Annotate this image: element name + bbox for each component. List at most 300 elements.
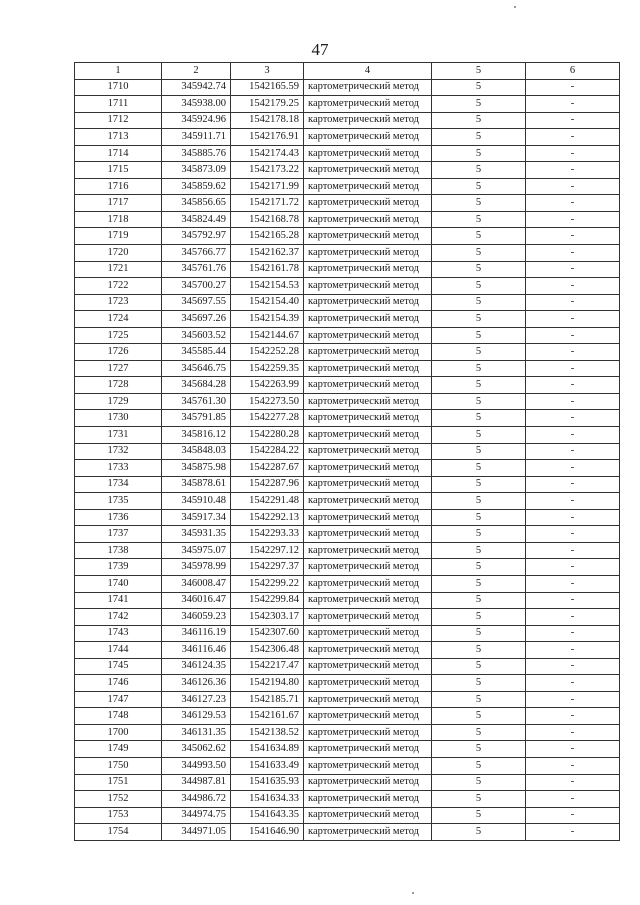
note-cell: - (526, 642, 620, 659)
point-number-cell: 1700 (75, 724, 162, 741)
scan-speck (514, 6, 516, 8)
table-row (75, 393, 620, 410)
x-coordinate-cell: 346116.19 (162, 625, 231, 642)
note-cell: - (526, 211, 620, 228)
method-cell: картометрический метод (304, 592, 432, 609)
x-coordinate-cell: 345938.00 (162, 96, 231, 113)
method-cell: картометрический метод (304, 195, 432, 212)
note-cell: - (526, 294, 620, 311)
x-coordinate-cell: 345761.30 (162, 393, 231, 410)
point-number-cell: 1723 (75, 294, 162, 311)
x-coordinate-cell: 344974.75 (162, 807, 231, 824)
table-row (75, 559, 620, 576)
method-cell: картометрический метод (304, 807, 432, 824)
x-coordinate-cell: 344986.72 (162, 791, 231, 808)
x-coordinate-cell: 345761.76 (162, 261, 231, 278)
accuracy-cell: 5 (432, 708, 526, 725)
y-coordinate-cell: 1542297.37 (231, 559, 304, 576)
table-row (75, 757, 620, 774)
method-cell: картометрический метод (304, 542, 432, 559)
note-cell: - (526, 410, 620, 427)
method-cell: картометрический метод (304, 575, 432, 592)
table-row (75, 278, 620, 295)
note-cell: - (526, 245, 620, 262)
table-row (75, 542, 620, 559)
note-cell: - (526, 476, 620, 493)
point-number-cell: 1742 (75, 609, 162, 626)
table-row (75, 708, 620, 725)
x-coordinate-cell: 345885.76 (162, 145, 231, 162)
table-row (75, 493, 620, 510)
table-row (75, 724, 620, 741)
accuracy-cell: 5 (432, 807, 526, 824)
method-cell: картометрический метод (304, 559, 432, 576)
x-coordinate-cell: 346124.35 (162, 658, 231, 675)
method-cell: картометрический метод (304, 724, 432, 741)
y-coordinate-cell: 1542287.67 (231, 460, 304, 477)
method-cell: картометрический метод (304, 625, 432, 642)
x-coordinate-cell: 345816.12 (162, 427, 231, 444)
column-header: 2 (162, 63, 231, 80)
point-number-cell: 1727 (75, 360, 162, 377)
accuracy-cell: 5 (432, 112, 526, 129)
method-cell: картометрический метод (304, 327, 432, 344)
point-number-cell: 1736 (75, 509, 162, 526)
method-cell: картометрический метод (304, 211, 432, 228)
note-cell: - (526, 526, 620, 543)
x-coordinate-cell: 344993.50 (162, 757, 231, 774)
method-cell: картометрический метод (304, 708, 432, 725)
y-coordinate-cell: 1542162.37 (231, 245, 304, 262)
note-cell: - (526, 493, 620, 510)
point-number-cell: 1718 (75, 211, 162, 228)
table-row (75, 658, 620, 675)
note-cell: - (526, 757, 620, 774)
method-cell: картометрический метод (304, 774, 432, 791)
y-coordinate-cell: 1542154.40 (231, 294, 304, 311)
y-coordinate-cell: 1542174.43 (231, 145, 304, 162)
note-cell: - (526, 360, 620, 377)
point-number-cell: 1737 (75, 526, 162, 543)
y-coordinate-cell: 1542176.91 (231, 129, 304, 146)
point-number-cell: 1720 (75, 245, 162, 262)
point-number-cell: 1753 (75, 807, 162, 824)
note-cell: - (526, 509, 620, 526)
accuracy-cell: 5 (432, 691, 526, 708)
note-cell: - (526, 195, 620, 212)
accuracy-cell: 5 (432, 195, 526, 212)
y-coordinate-cell: 1542287.96 (231, 476, 304, 493)
accuracy-cell: 5 (432, 344, 526, 361)
note-cell: - (526, 145, 620, 162)
method-cell: картометрический метод (304, 360, 432, 377)
method-cell: картометрический метод (304, 145, 432, 162)
method-cell: картометрический метод (304, 427, 432, 444)
note-cell: - (526, 311, 620, 328)
y-coordinate-cell: 1542291.48 (231, 493, 304, 510)
point-number-cell: 1754 (75, 824, 162, 841)
method-cell: картометрический метод (304, 79, 432, 96)
method-cell: картометрический метод (304, 228, 432, 245)
table-row (75, 592, 620, 609)
x-coordinate-cell: 346129.53 (162, 708, 231, 725)
y-coordinate-cell: 1541643.35 (231, 807, 304, 824)
accuracy-cell: 5 (432, 774, 526, 791)
table-row (75, 476, 620, 493)
table-row (75, 129, 620, 146)
method-cell: картометрический метод (304, 526, 432, 543)
method-cell: картометрический метод (304, 509, 432, 526)
method-cell: картометрический метод (304, 691, 432, 708)
y-coordinate-cell: 1542259.35 (231, 360, 304, 377)
table-row (75, 360, 620, 377)
accuracy-cell: 5 (432, 393, 526, 410)
note-cell: - (526, 377, 620, 394)
x-coordinate-cell: 346116.46 (162, 642, 231, 659)
coordinates-table (74, 62, 620, 841)
note-cell: - (526, 807, 620, 824)
y-coordinate-cell: 1542165.59 (231, 79, 304, 96)
method-cell: картометрический метод (304, 393, 432, 410)
x-coordinate-cell: 345873.09 (162, 162, 231, 179)
x-coordinate-cell: 344987.81 (162, 774, 231, 791)
x-coordinate-cell: 345792.97 (162, 228, 231, 245)
note-cell: - (526, 162, 620, 179)
y-coordinate-cell: 1542168.78 (231, 211, 304, 228)
point-number-cell: 1732 (75, 443, 162, 460)
note-cell: - (526, 691, 620, 708)
x-coordinate-cell: 345766.77 (162, 245, 231, 262)
point-number-cell: 1731 (75, 427, 162, 444)
table-row (75, 79, 620, 96)
accuracy-cell: 5 (432, 228, 526, 245)
accuracy-cell: 5 (432, 757, 526, 774)
accuracy-cell: 5 (432, 79, 526, 96)
table-row (75, 294, 620, 311)
point-number-cell: 1724 (75, 311, 162, 328)
accuracy-cell: 5 (432, 791, 526, 808)
table-row (75, 377, 620, 394)
accuracy-cell: 5 (432, 493, 526, 510)
y-coordinate-cell: 1542217.47 (231, 658, 304, 675)
method-cell: картометрический метод (304, 824, 432, 841)
table-row (75, 609, 620, 626)
method-cell: картометрический метод (304, 460, 432, 477)
accuracy-cell: 5 (432, 658, 526, 675)
y-coordinate-cell: 1542263.99 (231, 377, 304, 394)
table-row (75, 145, 620, 162)
accuracy-cell: 5 (432, 145, 526, 162)
method-cell: картометрический метод (304, 178, 432, 195)
method-cell: картометрический метод (304, 278, 432, 295)
method-cell: картометрический метод (304, 493, 432, 510)
accuracy-cell: 5 (432, 245, 526, 262)
point-number-cell: 1734 (75, 476, 162, 493)
column-header: 5 (432, 63, 526, 80)
table-row (75, 509, 620, 526)
x-coordinate-cell: 345824.49 (162, 211, 231, 228)
accuracy-cell: 5 (432, 96, 526, 113)
note-cell: - (526, 592, 620, 609)
method-cell: картометрический метод (304, 410, 432, 427)
x-coordinate-cell: 345859.62 (162, 178, 231, 195)
x-coordinate-cell: 345062.62 (162, 741, 231, 758)
x-coordinate-cell: 346059.23 (162, 609, 231, 626)
note-cell: - (526, 708, 620, 725)
point-number-cell: 1746 (75, 675, 162, 692)
x-coordinate-cell: 345684.28 (162, 377, 231, 394)
accuracy-cell: 5 (432, 542, 526, 559)
y-coordinate-cell: 1541634.33 (231, 791, 304, 808)
x-coordinate-cell: 345942.74 (162, 79, 231, 96)
point-number-cell: 1710 (75, 79, 162, 96)
accuracy-cell: 5 (432, 609, 526, 626)
y-coordinate-cell: 1542144.67 (231, 327, 304, 344)
point-number-cell: 1738 (75, 542, 162, 559)
point-number-cell: 1722 (75, 278, 162, 295)
accuracy-cell: 5 (432, 559, 526, 576)
y-coordinate-cell: 1542173.22 (231, 162, 304, 179)
accuracy-cell: 5 (432, 741, 526, 758)
y-coordinate-cell: 1542178.18 (231, 112, 304, 129)
table-row (75, 162, 620, 179)
method-cell: картометрический метод (304, 642, 432, 659)
accuracy-cell: 5 (432, 642, 526, 659)
y-coordinate-cell: 1542171.99 (231, 178, 304, 195)
method-cell: картометрический метод (304, 261, 432, 278)
accuracy-cell: 5 (432, 824, 526, 841)
x-coordinate-cell: 345603.52 (162, 327, 231, 344)
table-row (75, 112, 620, 129)
point-number-cell: 1752 (75, 791, 162, 808)
accuracy-cell: 5 (432, 162, 526, 179)
point-number-cell: 1728 (75, 377, 162, 394)
x-coordinate-cell: 345924.96 (162, 112, 231, 129)
x-coordinate-cell: 345856.65 (162, 195, 231, 212)
accuracy-cell: 5 (432, 178, 526, 195)
y-coordinate-cell: 1542161.78 (231, 261, 304, 278)
point-number-cell: 1741 (75, 592, 162, 609)
y-coordinate-cell: 1541635.93 (231, 774, 304, 791)
table-row (75, 575, 620, 592)
y-coordinate-cell: 1542179.25 (231, 96, 304, 113)
x-coordinate-cell: 345911.71 (162, 129, 231, 146)
note-cell: - (526, 625, 620, 642)
table-row (75, 675, 620, 692)
x-coordinate-cell: 345697.55 (162, 294, 231, 311)
table-row (75, 625, 620, 642)
x-coordinate-cell: 346016.47 (162, 592, 231, 609)
note-cell: - (526, 228, 620, 245)
accuracy-cell: 5 (432, 129, 526, 146)
method-cell: картометрический метод (304, 443, 432, 460)
table-row (75, 691, 620, 708)
point-number-cell: 1745 (75, 658, 162, 675)
point-number-cell: 1751 (75, 774, 162, 791)
accuracy-cell: 5 (432, 278, 526, 295)
y-coordinate-cell: 1542303.17 (231, 609, 304, 626)
method-cell: картометрический метод (304, 294, 432, 311)
point-number-cell: 1713 (75, 129, 162, 146)
note-cell: - (526, 278, 620, 295)
y-coordinate-cell: 1541634.89 (231, 741, 304, 758)
x-coordinate-cell: 345697.26 (162, 311, 231, 328)
y-coordinate-cell: 1542273.50 (231, 393, 304, 410)
y-coordinate-cell: 1542299.84 (231, 592, 304, 609)
x-coordinate-cell: 346127.23 (162, 691, 231, 708)
method-cell: картометрический метод (304, 476, 432, 493)
table-row (75, 791, 620, 808)
note-cell: - (526, 327, 620, 344)
table-row (75, 807, 620, 824)
note-cell: - (526, 344, 620, 361)
y-coordinate-cell: 1542284.22 (231, 443, 304, 460)
note-cell: - (526, 96, 620, 113)
note-cell: - (526, 542, 620, 559)
table-row (75, 195, 620, 212)
note-cell: - (526, 724, 620, 741)
table-header-row (75, 63, 620, 80)
table-row (75, 245, 620, 262)
method-cell: картометрический метод (304, 675, 432, 692)
note-cell: - (526, 774, 620, 791)
table-row (75, 460, 620, 477)
table-row (75, 410, 620, 427)
accuracy-cell: 5 (432, 311, 526, 328)
y-coordinate-cell: 1542307.60 (231, 625, 304, 642)
note-cell: - (526, 575, 620, 592)
accuracy-cell: 5 (432, 294, 526, 311)
point-number-cell: 1712 (75, 112, 162, 129)
accuracy-cell: 5 (432, 592, 526, 609)
table-row (75, 642, 620, 659)
point-number-cell: 1749 (75, 741, 162, 758)
x-coordinate-cell: 345585.44 (162, 344, 231, 361)
y-coordinate-cell: 1542297.12 (231, 542, 304, 559)
accuracy-cell: 5 (432, 360, 526, 377)
x-coordinate-cell: 344971.05 (162, 824, 231, 841)
x-coordinate-cell: 345848.03 (162, 443, 231, 460)
table-row (75, 344, 620, 361)
note-cell: - (526, 460, 620, 477)
y-coordinate-cell: 1542194.80 (231, 675, 304, 692)
accuracy-cell: 5 (432, 460, 526, 477)
y-coordinate-cell: 1541646.90 (231, 824, 304, 841)
accuracy-cell: 5 (432, 575, 526, 592)
method-cell: картометрический метод (304, 311, 432, 328)
method-cell: картометрический метод (304, 757, 432, 774)
y-coordinate-cell: 1542185.71 (231, 691, 304, 708)
note-cell: - (526, 443, 620, 460)
scan-speck (412, 892, 414, 894)
table-body (75, 79, 620, 840)
note-cell: - (526, 609, 620, 626)
accuracy-cell: 5 (432, 443, 526, 460)
table-row (75, 96, 620, 113)
point-number-cell: 1714 (75, 145, 162, 162)
y-coordinate-cell: 1542171.72 (231, 195, 304, 212)
table-row (75, 741, 620, 758)
y-coordinate-cell: 1542165.28 (231, 228, 304, 245)
point-number-cell: 1717 (75, 195, 162, 212)
note-cell: - (526, 741, 620, 758)
table-row (75, 443, 620, 460)
note-cell: - (526, 675, 620, 692)
note-cell: - (526, 824, 620, 841)
x-coordinate-cell: 345975.07 (162, 542, 231, 559)
table-row (75, 327, 620, 344)
method-cell: картометрический метод (304, 96, 432, 113)
method-cell: картометрический метод (304, 791, 432, 808)
x-coordinate-cell: 346008.47 (162, 575, 231, 592)
column-header: 3 (231, 63, 304, 80)
note-cell: - (526, 178, 620, 195)
x-coordinate-cell: 345646.75 (162, 360, 231, 377)
method-cell: картометрический метод (304, 741, 432, 758)
y-coordinate-cell: 1542306.48 (231, 642, 304, 659)
point-number-cell: 1721 (75, 261, 162, 278)
x-coordinate-cell: 345931.35 (162, 526, 231, 543)
x-coordinate-cell: 345700.27 (162, 278, 231, 295)
accuracy-cell: 5 (432, 211, 526, 228)
x-coordinate-cell: 345978.99 (162, 559, 231, 576)
point-number-cell: 1716 (75, 178, 162, 195)
point-number-cell: 1726 (75, 344, 162, 361)
x-coordinate-cell: 345917.34 (162, 509, 231, 526)
method-cell: картометрический метод (304, 377, 432, 394)
point-number-cell: 1748 (75, 708, 162, 725)
accuracy-cell: 5 (432, 261, 526, 278)
y-coordinate-cell: 1542292.13 (231, 509, 304, 526)
table-row (75, 228, 620, 245)
x-coordinate-cell: 345875.98 (162, 460, 231, 477)
accuracy-cell: 5 (432, 509, 526, 526)
point-number-cell: 1750 (75, 757, 162, 774)
table-row (75, 526, 620, 543)
note-cell: - (526, 79, 620, 96)
method-cell: картометрический метод (304, 112, 432, 129)
point-number-cell: 1743 (75, 625, 162, 642)
y-coordinate-cell: 1542277.28 (231, 410, 304, 427)
x-coordinate-cell: 345878.61 (162, 476, 231, 493)
table-row (75, 824, 620, 841)
column-header: 6 (526, 63, 620, 80)
point-number-cell: 1711 (75, 96, 162, 113)
point-number-cell: 1747 (75, 691, 162, 708)
note-cell: - (526, 427, 620, 444)
column-header: 1 (75, 63, 162, 80)
method-cell: картометрический метод (304, 129, 432, 146)
table-row (75, 178, 620, 195)
point-number-cell: 1739 (75, 559, 162, 576)
page-number: 47 (311, 40, 329, 59)
accuracy-cell: 5 (432, 377, 526, 394)
accuracy-cell: 5 (432, 476, 526, 493)
accuracy-cell: 5 (432, 724, 526, 741)
point-number-cell: 1715 (75, 162, 162, 179)
note-cell: - (526, 393, 620, 410)
x-coordinate-cell: 346126.36 (162, 675, 231, 692)
y-coordinate-cell: 1542293.33 (231, 526, 304, 543)
y-coordinate-cell: 1542161.67 (231, 708, 304, 725)
accuracy-cell: 5 (432, 675, 526, 692)
accuracy-cell: 5 (432, 427, 526, 444)
note-cell: - (526, 129, 620, 146)
point-number-cell: 1725 (75, 327, 162, 344)
method-cell: картометрический метод (304, 245, 432, 262)
table-row (75, 311, 620, 328)
y-coordinate-cell: 1542299.22 (231, 575, 304, 592)
